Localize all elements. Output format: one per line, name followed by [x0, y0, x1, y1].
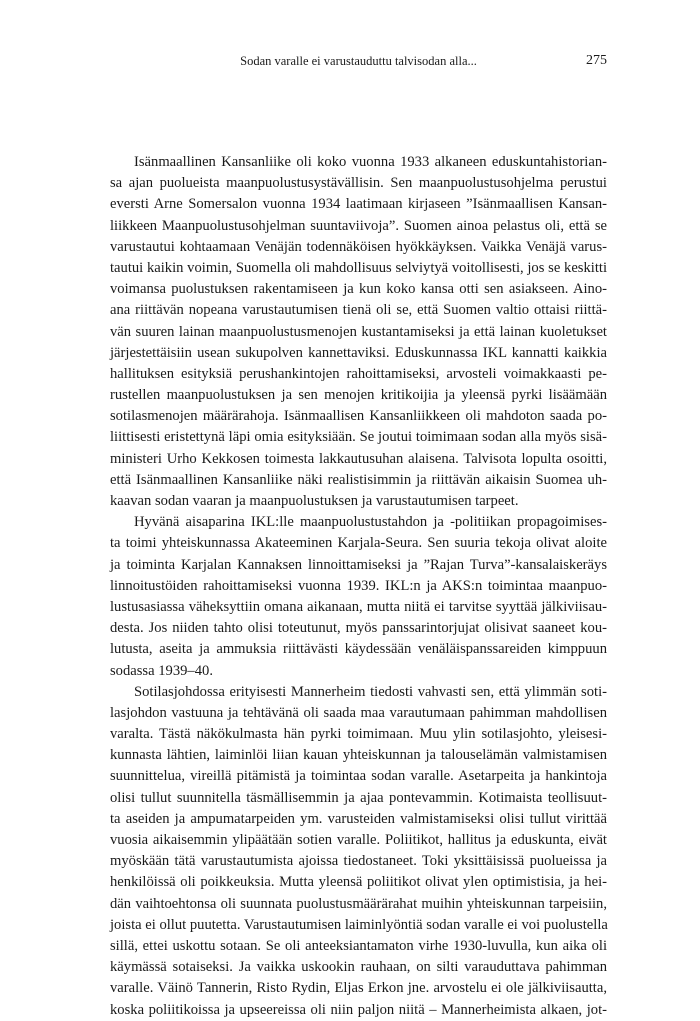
text-line: Hyvänä aisaparina IKL:lle maanpuolustustahdon ja -politiikan propagoimises-	[134, 514, 607, 531]
paragraph	[110, 512, 607, 682]
text-line: rustellen maanpuolustuksen ja sen menojen kritikoijia ja yleensä pyrki lisäämään	[110, 387, 607, 404]
page-number: 275	[586, 53, 607, 68]
text-line: varalle. Väinö Tannerin, Risto Rydin, Eljas Erkon jne. arvostelu ei ole jälkiviisautta,	[110, 980, 607, 997]
text-line: myöskään tätä varustautumista ajoissa tiedostaneet. Toki yksittäisissä puolueissa ja	[110, 853, 607, 870]
text-line: ta toimi yhteiskunnassa Akateeminen Karjala-Seura. Sen suuria tekoja olivat aloite	[110, 535, 607, 552]
text-line: hallituksen esityksiä perushankintojen rahoittamiseksi, arvosteli voimakkaasti pe-	[110, 365, 607, 382]
text-line: koska poliitikoissa ja upseereissa oli niin paljon niitä – Mannerheimista alkaen, jot-	[110, 1001, 607, 1018]
text-line: linnoitustöiden rahoittamiseksi vuonna 1939. IKL:n ja AKS:n toimintaa maanpuo-	[110, 577, 607, 594]
text-line: sa ajan puolueista maanpuolustusystävällisin. Sen maanpuolustusohjelma perustui	[110, 175, 607, 192]
text-line: eversti Arne Somersalon vuonna 1934 laatimaan kirjaseen ”Isänmaallisen Kansan-	[110, 196, 607, 213]
text-line: että Isänmaallinen Kansanliike näki realistisimmin ja riittävän aikaisin Suomea uh-	[110, 471, 607, 488]
text-line: varalta. Tästä näkökulmasta hän pyrki toimimaan. Muu ylin sotilasjohto, yleisesi-	[110, 726, 607, 743]
paragraph	[110, 152, 607, 512]
text-line: varustautui kohtaamaan Venäjän todennäköisen hyökkäyksen. Vaikka Venäjä varus-	[110, 238, 607, 255]
text-line: käymässä sotaiseksi. Ja vaikka uskookin rauhaan, on silti varauduttava pahimman	[110, 959, 607, 976]
text-line: joista ei ollut puutetta. Varustautumisen laiminlyöntiä sodan varalle ei voi puolustella	[110, 916, 608, 933]
running-title: Sodan varalle ei varustauduttu talvisodan alla...	[240, 54, 477, 68]
text-line: dän vaihtoehtonsa oli suunnata puolustusmäärärahat muihin yhteiskunnan tarpeisiin,	[110, 895, 607, 912]
paragraph	[110, 682, 607, 1021]
text-line: vän suuren lainan maanpuolustusmenojen kustantamiseksi ja että lainan kuoletukset	[110, 323, 607, 340]
text-line: lutusta, aseita ja ammuksia riittävästi käydessään venäläispanssareiden kimppuun	[110, 641, 607, 658]
text-line: sodassa 1939–40.	[110, 662, 213, 679]
text-line: liittisesti eristettynä läpi omia esityksiään. Se joutui toimimaan sodan alla myös sisä-	[110, 429, 607, 446]
text-line: järjestettäisiin usean sukupolven kannettaviksi. Eduskunnassa IKL kannatti kaikkia	[110, 344, 607, 361]
text-line: ja toiminta Karjalan Kannaksen linnoittamiseksi ja ”Rajan Turva”-kansalaiskeräys	[110, 556, 607, 573]
text-line: lustusasiassa väheksyttiin omana aikanaan, mutta niitä ei tarvitse syyttää jälkiviisau-	[110, 598, 607, 615]
text-line: liikkeen Maanpuolustusohjelman suuntaviivoja”. Suomen ainoa pelastus oli, että se	[110, 217, 607, 234]
text-line: ministeri Urho Kekkosen toimesta lakkautusuhan alaisena. Talvisota lopulta osoitti,	[110, 450, 607, 467]
text-line: Isänmaallinen Kansanliike oli koko vuonna 1933 alkaneen eduskuntahistorian-	[134, 154, 607, 170]
text-line: lasjohdon vastuuna ja tehtävänä oli saada maa varautumaan pahimman mahdollisen	[110, 704, 607, 721]
text-line: henkilöissä oli poikkeuksia. Mutta yleensä poliitikot olivat ylen optimistisia, ja hei-	[110, 874, 607, 891]
text-line: kaavan sodan vaaran ja maanpuolustuksen ja varustautumisen tarpeet.	[110, 493, 519, 509]
text-line: sotilasmenojen määrärahoja. Isänmaallisen Kansanliikkeen oli mahdoton saada po-	[110, 408, 607, 425]
text-line: ana riittävän nopeana varustautumisen tienä oli se, että Suomen valtio ottaisi riittä-	[110, 302, 607, 319]
running-header	[110, 51, 607, 71]
text-line: kunnasta lähtien, laiminlöi liian kauan yhteiskunnan ja talouselämän valmistamisen	[110, 747, 607, 764]
text-line: Sotilasjohdossa erityisesti Mannerheim tiedosti vahvasti sen, että ylimmän soti-	[134, 683, 607, 700]
text-line: ta aseiden ja ampumatarpeiden ym. varusteiden valmistamiseksi olisi tullut virittää	[110, 810, 607, 827]
text-line: vuosia aikaisemmin ylipäätään sotien varalle. Poliitikot, hallitus ja eduskunta, eivät	[110, 832, 607, 848]
text-line: suunnittelua, vireillä pitämistä ja toimintaa sodan varalle. Asetarpeita ja hankintoja	[110, 768, 607, 785]
text-line: desta. Jos niiden tahto olisi toteutunut, myös panssarintorjujat olisivat saaneet kou-	[110, 620, 607, 637]
text-line: tautui kaikin voimin, Suomella oli mahdollisuus selviytyä voitollisesti, jos se keskitti	[110, 259, 607, 276]
text-line: sillä, ettei uskottu sotaan. Se oli anteeksiantamaton virhe 1930-luvulla, kun aika oli	[110, 937, 607, 954]
body-text	[110, 152, 607, 1021]
text-line: voimansa puolustuksen rakentamiseen ja kun koko kansa otti sen asiakseen. Aino-	[110, 281, 607, 298]
text-line: olisi tullut suunnitella täsmällisemmin ja ajaa pontevammin. Kotimaista teollisuut-	[110, 789, 607, 806]
